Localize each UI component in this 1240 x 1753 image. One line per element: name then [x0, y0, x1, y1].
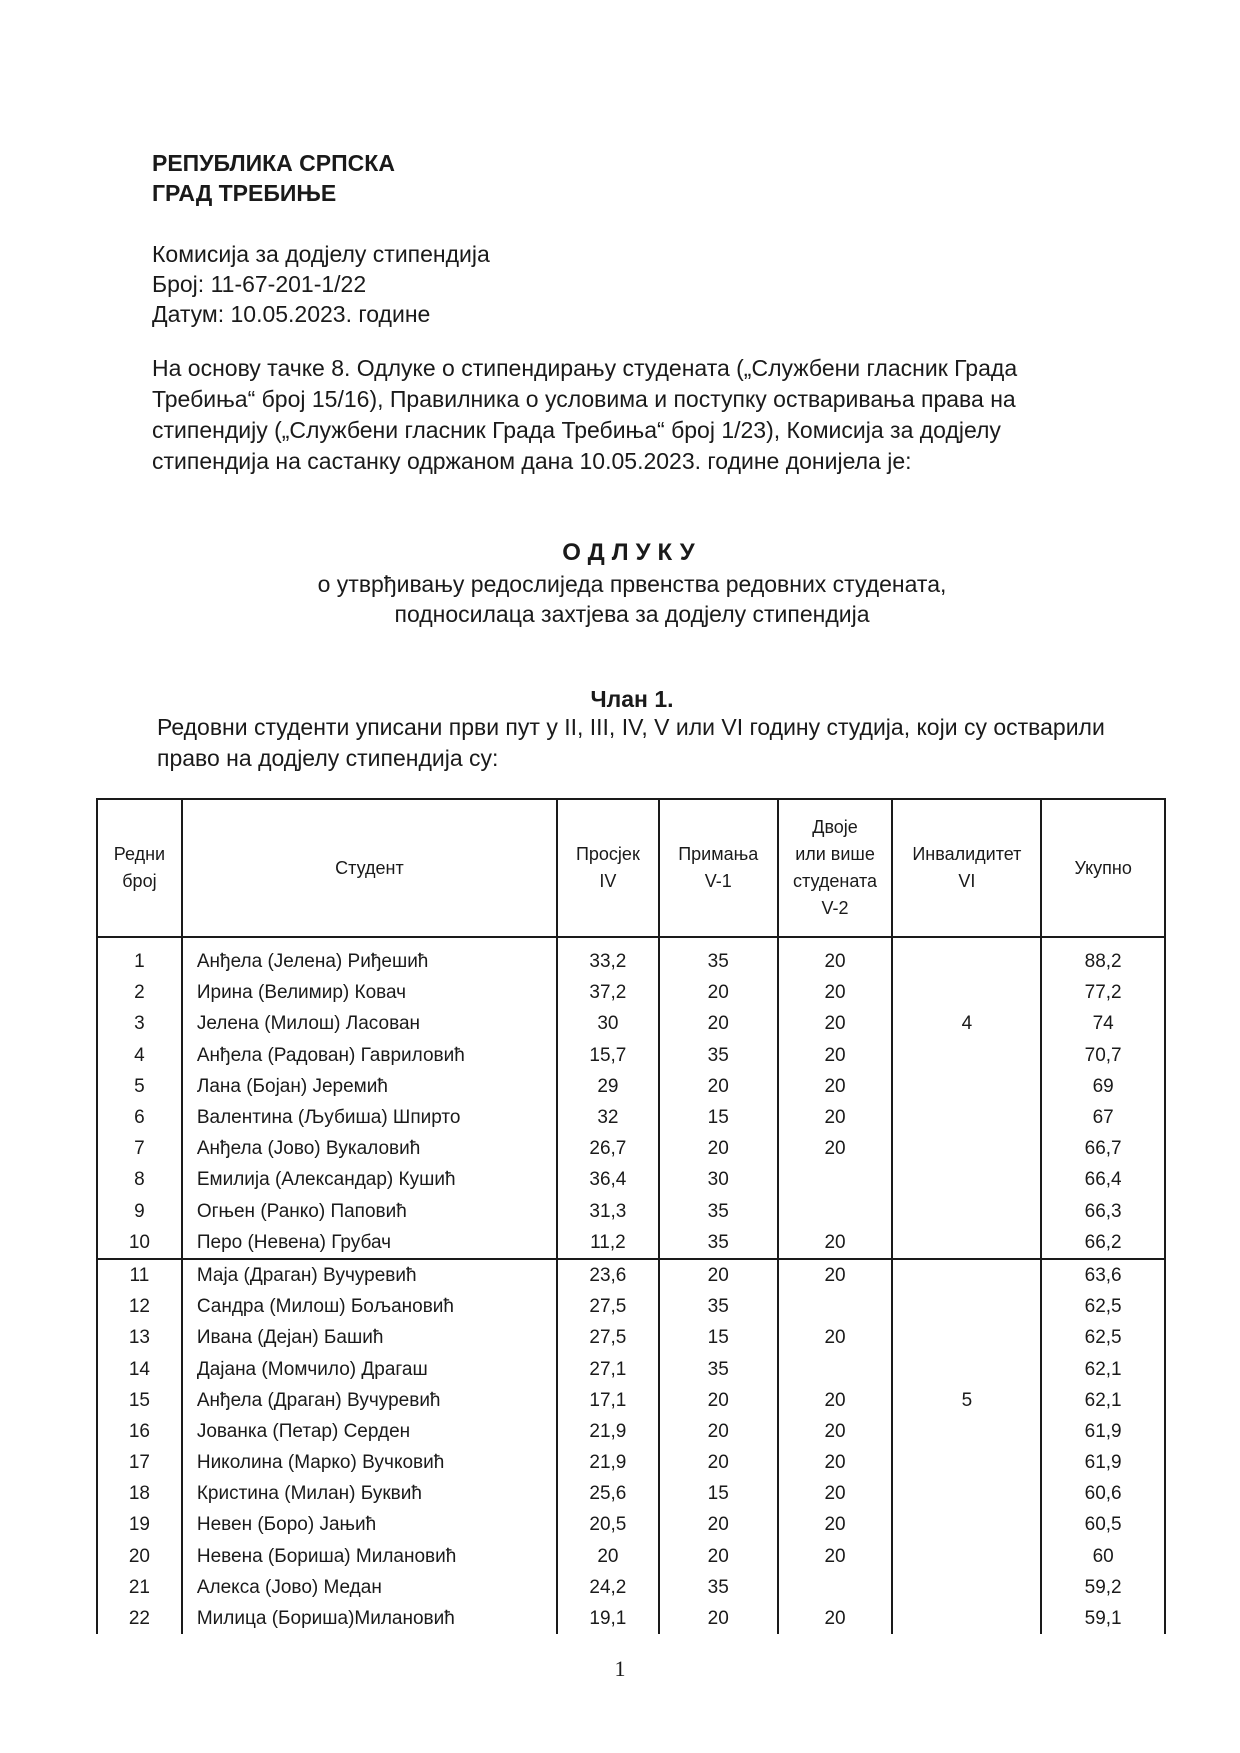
cell-total: 59,2: [1041, 1572, 1165, 1603]
cell-ordinal: 14: [97, 1353, 182, 1384]
decision-subtitle-line-1: о утврђивању редослиједа првенства редовних студената,: [317, 571, 947, 597]
cell-student-name: Дајана (Момчило) Драгаш: [182, 1353, 557, 1384]
cell-average: 36,4: [557, 1164, 659, 1195]
cell-siblings: [778, 1291, 893, 1322]
cell-income: 20: [659, 1603, 778, 1634]
document-number: Број: 11-67-201-1/22: [152, 271, 367, 297]
table-body: [97, 937, 1165, 1634]
cell-disability: [892, 1416, 1041, 1447]
cell-average: 33,2: [557, 937, 659, 977]
cell-average: 27,5: [557, 1291, 659, 1322]
commission-name: Комисија за додјелу стипендија: [152, 241, 490, 267]
ranking-table: [96, 798, 1166, 1634]
cell-student-name: Маја (Драган) Вучуревић: [182, 1259, 557, 1291]
cell-siblings: 20: [778, 1478, 893, 1509]
cell-siblings: 20: [778, 977, 893, 1008]
cell-income: 15: [659, 1322, 778, 1353]
cell-disability: [892, 1447, 1041, 1478]
cell-total: 63,6: [1041, 1259, 1165, 1291]
cell-income: 35: [659, 1353, 778, 1384]
cell-income: 35: [659, 1572, 778, 1603]
cell-average: 23,6: [557, 1259, 659, 1291]
cell-student-name: Емилија (Александар) Кушић: [182, 1164, 557, 1195]
cell-total: 74: [1041, 1008, 1165, 1039]
cell-siblings: 20: [778, 1227, 893, 1259]
cell-average: 21,9: [557, 1416, 659, 1447]
cell-siblings: 20: [778, 1603, 893, 1634]
table-row: [97, 1133, 1165, 1164]
cell-siblings: 20: [778, 1541, 893, 1572]
cell-student-name: Лана (Бојан) Јеремић: [182, 1071, 557, 1102]
table-row: [97, 977, 1165, 1008]
cell-income: 20: [659, 1071, 778, 1102]
header-income: Примања V-1: [659, 799, 778, 937]
cell-disability: [892, 1291, 1041, 1322]
city-name: ГРАД ТРЕБИЊЕ: [152, 180, 337, 206]
cell-disability: [892, 1196, 1041, 1227]
cell-average: 17,1: [557, 1385, 659, 1416]
cell-disability: [892, 1353, 1041, 1384]
cell-income: 20: [659, 1385, 778, 1416]
cell-ordinal: 22: [97, 1603, 182, 1634]
cell-total: 66,7: [1041, 1133, 1165, 1164]
cell-ordinal: 15: [97, 1385, 182, 1416]
cell-total: 88,2: [1041, 937, 1165, 977]
cell-student-name: Ирина (Велимир) Ковач: [182, 977, 557, 1008]
cell-average: 32: [557, 1102, 659, 1133]
cell-disability: [892, 1509, 1041, 1540]
cell-siblings: [778, 1353, 893, 1384]
cell-student-name: Ивана (Дејан) Башић: [182, 1322, 557, 1353]
table-row: [97, 1164, 1165, 1195]
header-ordinal: Редни број: [97, 799, 182, 937]
cell-ordinal: 9: [97, 1196, 182, 1227]
cell-average: 20: [557, 1541, 659, 1572]
cell-siblings: 20: [778, 1322, 893, 1353]
cell-disability: [892, 1133, 1041, 1164]
cell-income: 20: [659, 1447, 778, 1478]
cell-total: 61,9: [1041, 1416, 1165, 1447]
cell-income: 35: [659, 1227, 778, 1259]
cell-total: 66,2: [1041, 1227, 1165, 1259]
decision-heading: [152, 537, 1112, 629]
cell-total: 62,1: [1041, 1353, 1165, 1384]
cell-disability: [892, 937, 1041, 977]
cell-average: 24,2: [557, 1572, 659, 1603]
cell-disability: [892, 1572, 1041, 1603]
cell-ordinal: 19: [97, 1509, 182, 1540]
cell-total: 66,3: [1041, 1196, 1165, 1227]
cell-income: 20: [659, 1541, 778, 1572]
cell-disability: [892, 1541, 1041, 1572]
cell-student-name: Анђела (Драган) Вучуревић: [182, 1385, 557, 1416]
cell-student-name: Невен (Боро) Јањић: [182, 1509, 557, 1540]
cell-student-name: Анђела (Јелена) Риђешић: [182, 937, 557, 977]
page-number: 1: [614, 1656, 626, 1681]
cell-total: 77,2: [1041, 977, 1165, 1008]
header-student: Студент: [182, 799, 557, 937]
cell-average: 30: [557, 1008, 659, 1039]
article-title: Члан 1.: [590, 686, 674, 712]
cell-disability: [892, 1322, 1041, 1353]
cell-ordinal: 20: [97, 1541, 182, 1572]
cell-income: 35: [659, 937, 778, 977]
cell-student-name: Анђела (Јово) Вукаловић: [182, 1133, 557, 1164]
table-row: [97, 937, 1165, 977]
cell-income: 30: [659, 1164, 778, 1195]
cell-disability: 4: [892, 1008, 1041, 1039]
cell-siblings: [778, 1164, 893, 1195]
table-row: [97, 1259, 1165, 1291]
table-row: [97, 1541, 1165, 1572]
cell-ordinal: 6: [97, 1102, 182, 1133]
cell-disability: [892, 977, 1041, 1008]
intro-paragraph: На основу тачке 8. Одлуке о стипендирању студената („Службени гласник Града Требиња“ број 15/16), Правилника о условима и поступку остваривања права на стипендију („Службени гласник Града Требиња“ број 1/23), Комисија за додјелу стипендија на састанку одржаном дана 10.05.2023. године донијела је:: [152, 355, 1018, 474]
cell-ordinal: 21: [97, 1572, 182, 1603]
decision-title: ОДЛУКУ: [562, 539, 702, 566]
cell-siblings: 20: [778, 1447, 893, 1478]
cell-disability: [892, 1259, 1041, 1291]
cell-ordinal: 4: [97, 1040, 182, 1071]
cell-disability: [892, 1227, 1041, 1259]
table-row: [97, 1008, 1165, 1039]
table-row: [97, 1071, 1165, 1102]
cell-income: 35: [659, 1196, 778, 1227]
cell-total: 62,1: [1041, 1385, 1165, 1416]
cell-total: 70,7: [1041, 1040, 1165, 1071]
cell-ordinal: 11: [97, 1259, 182, 1291]
cell-average: 37,2: [557, 977, 659, 1008]
cell-income: 20: [659, 1008, 778, 1039]
cell-average: 26,7: [557, 1133, 659, 1164]
cell-siblings: 20: [778, 1133, 893, 1164]
cell-ordinal: 7: [97, 1133, 182, 1164]
cell-student-name: Кристина (Милан) Буквић: [182, 1478, 557, 1509]
cell-total: 61,9: [1041, 1447, 1165, 1478]
table-row: [97, 1572, 1165, 1603]
article-text: Редовни студенти уписани први пут у II, III, IV, V или VI годину студија, који су остварили право на додјелу стипендија су:: [157, 714, 1105, 771]
cell-student-name: Јелена (Милош) Ласован: [182, 1008, 557, 1039]
cell-average: 15,7: [557, 1040, 659, 1071]
cell-income: 15: [659, 1478, 778, 1509]
cell-ordinal: 10: [97, 1227, 182, 1259]
cell-siblings: 20: [778, 1071, 893, 1102]
republic-name: РЕПУБЛИКА СРПСКА: [152, 150, 395, 176]
header-total: Укупно: [1041, 799, 1165, 937]
cell-ordinal: 12: [97, 1291, 182, 1322]
cell-total: 62,5: [1041, 1291, 1165, 1322]
table-row: [97, 1102, 1165, 1133]
cell-average: 11,2: [557, 1227, 659, 1259]
cell-student-name: Алекса (Јово) Медан: [182, 1572, 557, 1603]
table-row: [97, 1416, 1165, 1447]
cell-siblings: [778, 1196, 893, 1227]
cell-disability: [892, 1164, 1041, 1195]
cell-disability: [892, 1603, 1041, 1634]
cell-disability: [892, 1040, 1041, 1071]
cell-total: 62,5: [1041, 1322, 1165, 1353]
table-row: [97, 1385, 1165, 1416]
cell-total: 66,4: [1041, 1164, 1165, 1195]
cell-income: 20: [659, 1416, 778, 1447]
cell-average: 27,1: [557, 1353, 659, 1384]
cell-income: 20: [659, 977, 778, 1008]
document-meta: [152, 239, 490, 329]
cell-ordinal: 13: [97, 1322, 182, 1353]
cell-average: 19,1: [557, 1603, 659, 1634]
cell-income: 35: [659, 1040, 778, 1071]
cell-disability: 5: [892, 1385, 1041, 1416]
cell-student-name: Милица (Бориша)Милановић: [182, 1603, 557, 1634]
cell-student-name: Анђела (Радован) Гавриловић: [182, 1040, 557, 1071]
cell-student-name: Перо (Невена) Грубач: [182, 1227, 557, 1259]
table-header-row: [97, 799, 1165, 937]
cell-siblings: 20: [778, 1102, 893, 1133]
cell-income: 20: [659, 1509, 778, 1540]
cell-ordinal: 8: [97, 1164, 182, 1195]
cell-siblings: 20: [778, 1509, 893, 1540]
cell-ordinal: 2: [97, 977, 182, 1008]
cell-average: 27,5: [557, 1322, 659, 1353]
cell-disability: [892, 1102, 1041, 1133]
document-date: Датум: 10.05.2023. године: [152, 301, 431, 327]
cell-average: 25,6: [557, 1478, 659, 1509]
header-siblings: Двоје или више студената V-2: [778, 799, 893, 937]
cell-ordinal: 3: [97, 1008, 182, 1039]
cell-total: 60,6: [1041, 1478, 1165, 1509]
table-row: [97, 1040, 1165, 1071]
cell-ordinal: 18: [97, 1478, 182, 1509]
cell-student-name: Невена (Бориша) Милановић: [182, 1541, 557, 1572]
table-row: [97, 1478, 1165, 1509]
cell-income: 35: [659, 1291, 778, 1322]
cell-total: 69: [1041, 1071, 1165, 1102]
cell-total: 67: [1041, 1102, 1165, 1133]
cell-average: 20,5: [557, 1509, 659, 1540]
table-row: [97, 1322, 1165, 1353]
cell-average: 21,9: [557, 1447, 659, 1478]
cell-income: 20: [659, 1133, 778, 1164]
table-row: [97, 1603, 1165, 1634]
cell-ordinal: 16: [97, 1416, 182, 1447]
cell-disability: [892, 1071, 1041, 1102]
table-row: [97, 1509, 1165, 1540]
header-disability: Инвалидитет VI: [892, 799, 1041, 937]
decision-subtitle-line-2: подносилаца захтјева за додјелу стипендија: [394, 601, 870, 627]
cell-siblings: 20: [778, 1385, 893, 1416]
cell-student-name: Јованка (Петар) Серден: [182, 1416, 557, 1447]
cell-student-name: Валентина (Љубиша) Шпирто: [182, 1102, 557, 1133]
cell-siblings: 20: [778, 1008, 893, 1039]
cell-total: 60: [1041, 1541, 1165, 1572]
cell-siblings: 20: [778, 1416, 893, 1447]
table-row: [97, 1447, 1165, 1478]
cell-ordinal: 1: [97, 937, 182, 977]
table-row: [97, 1227, 1165, 1259]
cell-total: 59,1: [1041, 1603, 1165, 1634]
issuer-header: [152, 148, 395, 208]
table-row: [97, 1353, 1165, 1384]
cell-average: 31,3: [557, 1196, 659, 1227]
cell-total: 60,5: [1041, 1509, 1165, 1540]
cell-ordinal: 5: [97, 1071, 182, 1102]
table-row: [97, 1196, 1165, 1227]
cell-ordinal: 17: [97, 1447, 182, 1478]
cell-siblings: 20: [778, 1259, 893, 1291]
cell-student-name: Николина (Марко) Вучковић: [182, 1447, 557, 1478]
cell-siblings: [778, 1572, 893, 1603]
cell-siblings: 20: [778, 937, 893, 977]
table-row: [97, 1291, 1165, 1322]
cell-income: 15: [659, 1102, 778, 1133]
cell-student-name: Огњен (Ранко) Паповић: [182, 1196, 557, 1227]
header-average: Просјек IV: [557, 799, 659, 937]
cell-disability: [892, 1478, 1041, 1509]
cell-income: 20: [659, 1259, 778, 1291]
cell-student-name: Сандра (Милош) Бољановић: [182, 1291, 557, 1322]
cell-average: 29: [557, 1071, 659, 1102]
cell-siblings: 20: [778, 1040, 893, 1071]
